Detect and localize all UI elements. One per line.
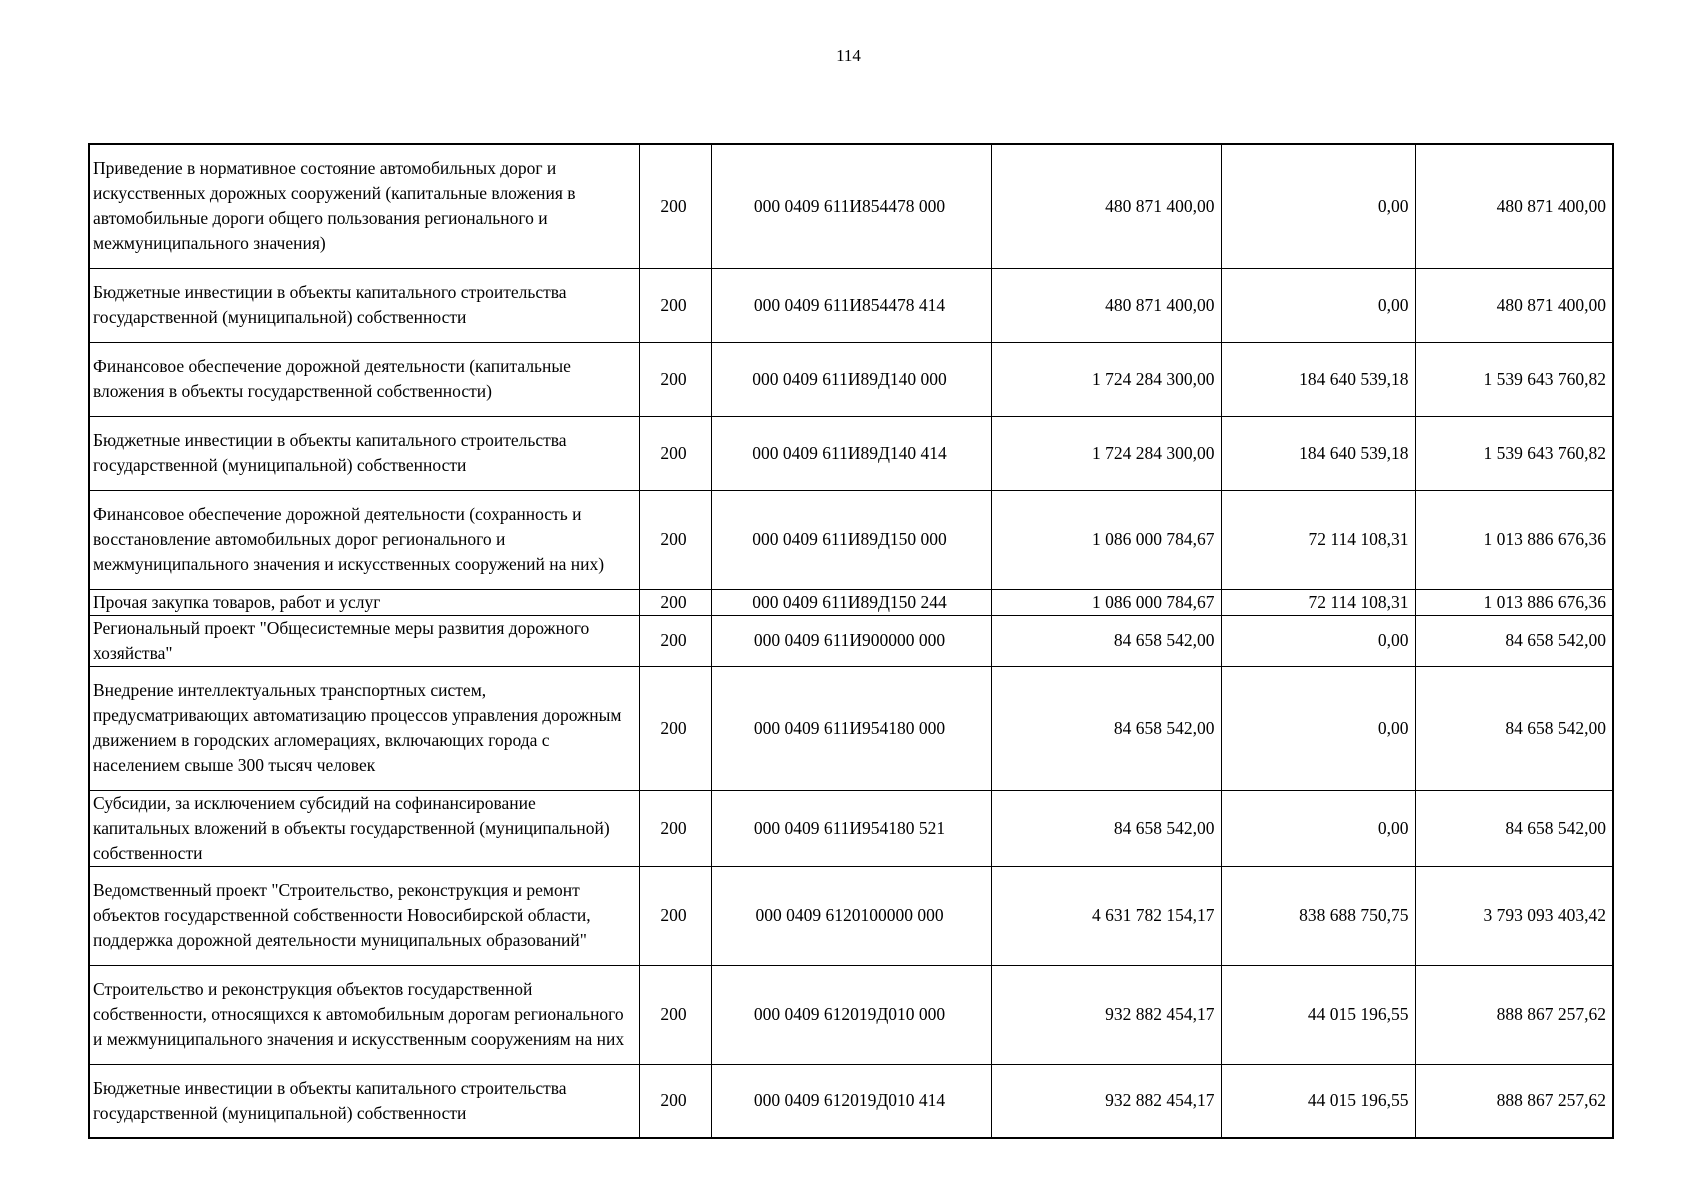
row-remaining: 888 867 257,62 — [1415, 1064, 1613, 1138]
table-row — [89, 866, 1613, 965]
row-executed: 0,00 — [1221, 790, 1415, 866]
row-kbk: 000 0409 611И89Д150 244 — [711, 589, 991, 615]
row-kbk: 000 0409 612019Д010 414 — [711, 1064, 991, 1138]
table-row — [89, 342, 1613, 416]
row-kbk: 000 0409 611И89Д140 414 — [711, 416, 991, 490]
row-kbk: 000 0409 611И900000 000 — [711, 615, 991, 666]
row-executed: 0,00 — [1221, 666, 1415, 790]
row-name: Прочая закупка товаров, работ и услуг — [89, 589, 639, 615]
row-approved: 1 724 284 300,00 — [991, 416, 1221, 490]
table-row — [89, 416, 1613, 490]
row-code: 200 — [639, 866, 711, 965]
row-executed: 44 015 196,55 — [1221, 965, 1415, 1064]
row-code: 200 — [639, 268, 711, 342]
row-remaining: 1 539 643 760,82 — [1415, 416, 1613, 490]
budget-table — [88, 143, 1614, 1139]
table-row — [89, 490, 1613, 589]
row-kbk: 000 0409 6120100000 000 — [711, 866, 991, 965]
row-executed: 838 688 750,75 — [1221, 866, 1415, 965]
row-remaining: 1 013 886 676,36 — [1415, 589, 1613, 615]
row-approved: 4 631 782 154,17 — [991, 866, 1221, 965]
row-remaining: 480 871 400,00 — [1415, 144, 1613, 268]
row-name: Строительство и реконструкция объектов государственной собственности, относящихся к автомобильным дорогам регионального и межмуниципального значения и искусственным сооружениям на них — [89, 965, 639, 1064]
row-remaining: 888 867 257,62 — [1415, 965, 1613, 1064]
row-name: Внедрение интеллектуальных транспортных систем, предусматривающих автоматизацию процессов управления дорожным движением в городских агломерациях, включающих города с населением свыше 300 тысяч человек — [89, 666, 639, 790]
table-row — [89, 589, 1613, 615]
row-code: 200 — [639, 965, 711, 1064]
row-approved: 1 724 284 300,00 — [991, 342, 1221, 416]
row-executed: 72 114 108,31 — [1221, 589, 1415, 615]
row-kbk: 000 0409 611И89Д140 000 — [711, 342, 991, 416]
row-approved: 480 871 400,00 — [991, 268, 1221, 342]
row-name: Региональный проект "Общесистемные меры развития дорожного хозяйства" — [89, 615, 639, 666]
row-remaining: 1 539 643 760,82 — [1415, 342, 1613, 416]
table-row — [89, 1064, 1613, 1138]
row-kbk: 000 0409 611И89Д150 000 — [711, 490, 991, 589]
row-name: Бюджетные инвестиции в объекты капитального строительства государственной (муниципальной) собственности — [89, 1064, 639, 1138]
row-kbk: 000 0409 612019Д010 000 — [711, 965, 991, 1064]
row-kbk: 000 0409 611И954180 000 — [711, 666, 991, 790]
table-row — [89, 965, 1613, 1064]
row-code: 200 — [639, 790, 711, 866]
table-row — [89, 666, 1613, 790]
row-remaining: 84 658 542,00 — [1415, 615, 1613, 666]
row-approved: 932 882 454,17 — [991, 965, 1221, 1064]
row-name: Финансовое обеспечение дорожной деятельности (капитальные вложения в объекты государственной собственности) — [89, 342, 639, 416]
row-remaining: 84 658 542,00 — [1415, 790, 1613, 866]
row-code: 200 — [639, 615, 711, 666]
row-kbk: 000 0409 611И954180 521 — [711, 790, 991, 866]
row-code: 200 — [639, 144, 711, 268]
row-remaining: 3 793 093 403,42 — [1415, 866, 1613, 965]
row-executed: 44 015 196,55 — [1221, 1064, 1415, 1138]
row-code: 200 — [639, 666, 711, 790]
row-executed: 0,00 — [1221, 615, 1415, 666]
row-code: 200 — [639, 589, 711, 615]
row-approved: 932 882 454,17 — [991, 1064, 1221, 1138]
row-executed: 184 640 539,18 — [1221, 342, 1415, 416]
row-kbk: 000 0409 611И854478 000 — [711, 144, 991, 268]
row-approved: 84 658 542,00 — [991, 615, 1221, 666]
row-kbk: 000 0409 611И854478 414 — [711, 268, 991, 342]
row-code: 200 — [639, 490, 711, 589]
row-approved: 84 658 542,00 — [991, 790, 1221, 866]
row-name: Бюджетные инвестиции в объекты капитального строительства государственной (муниципальной) собственности — [89, 416, 639, 490]
row-executed: 0,00 — [1221, 144, 1415, 268]
row-executed: 0,00 — [1221, 268, 1415, 342]
row-executed: 184 640 539,18 — [1221, 416, 1415, 490]
row-name: Субсидии, за исключением субсидий на софинансирование капитальных вложений в объекты государственной (муниципальной) собственности — [89, 790, 639, 866]
row-name: Финансовое обеспечение дорожной деятельности (сохранность и восстановление автомобильных дорог регионального и межмуниципального значения и искусственных сооружений на них) — [89, 490, 639, 589]
page-number: 114 — [836, 46, 861, 65]
row-name: Бюджетные инвестиции в объекты капитального строительства государственной (муниципальной) собственности — [89, 268, 639, 342]
table-row — [89, 790, 1613, 866]
row-approved: 480 871 400,00 — [991, 144, 1221, 268]
row-executed: 72 114 108,31 — [1221, 490, 1415, 589]
row-name: Приведение в нормативное состояние автомобильных дорог и искусственных дорожных сооружений (капитальные вложения в автомобильные дороги общего пользования регионального и межмуниципального значения) — [89, 144, 639, 268]
row-code: 200 — [639, 1064, 711, 1138]
row-approved: 1 086 000 784,67 — [991, 490, 1221, 589]
table-row — [89, 144, 1613, 268]
table-row — [89, 268, 1613, 342]
row-code: 200 — [639, 416, 711, 490]
row-code: 200 — [639, 342, 711, 416]
row-name: Ведомственный проект "Строительство, реконструкция и ремонт объектов государственной собственности Новосибирской области, поддержка дорожной деятельности муниципальных образований" — [89, 866, 639, 965]
table-row — [89, 615, 1613, 666]
row-remaining: 480 871 400,00 — [1415, 268, 1613, 342]
row-remaining: 1 013 886 676,36 — [1415, 490, 1613, 589]
row-approved: 84 658 542,00 — [991, 666, 1221, 790]
row-approved: 1 086 000 784,67 — [991, 589, 1221, 615]
row-remaining: 84 658 542,00 — [1415, 666, 1613, 790]
